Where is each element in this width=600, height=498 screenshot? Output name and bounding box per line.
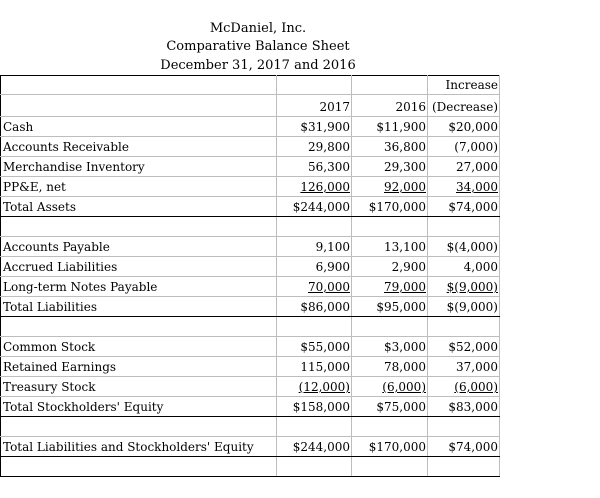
- header-row: [1, 76, 500, 95]
- value-2016: $3,000: [352, 337, 428, 357]
- value-2016: $95,000: [352, 297, 428, 317]
- underlined-value: 92,000: [384, 180, 426, 194]
- value-change: 4,000: [428, 257, 500, 277]
- value-2016: $170,000: [352, 197, 428, 217]
- spacer-cell: [352, 317, 428, 337]
- spacer-cell: [277, 317, 352, 337]
- grand-total-row: [1, 437, 500, 457]
- statement-date: December 31, 2017 and 2016: [160, 58, 356, 73]
- header-row: [1, 95, 500, 117]
- value-2016: $11,900: [352, 117, 428, 137]
- value-2017: $86,000: [277, 297, 352, 317]
- spacer-cell: [1, 457, 277, 477]
- spacer-cell: [1, 417, 277, 437]
- total-row: [1, 297, 500, 317]
- value-2017: $244,000: [277, 197, 352, 217]
- value-2016: $170,000: [352, 437, 428, 457]
- value-2017: 6,900: [277, 257, 352, 277]
- total-row: [1, 197, 500, 217]
- row-label: Cash: [1, 117, 277, 137]
- underlined-value: $(9,000): [446, 280, 498, 294]
- spacer-cell: [428, 317, 500, 337]
- row-label: Common Stock: [1, 337, 277, 357]
- value-2016: $75,000: [352, 397, 428, 417]
- underlined-value: 70,000: [308, 280, 350, 294]
- header-blank: [1, 95, 277, 117]
- company-name: McDaniel, Inc.: [209, 21, 307, 36]
- header-decrease: (Decrease): [428, 95, 500, 117]
- row-label: Long-term Notes Payable: [1, 277, 277, 297]
- spacer-cell: [352, 417, 428, 437]
- value-2017: [277, 177, 352, 197]
- table-row: [1, 377, 500, 397]
- row-label: Total Stockholders' Equity: [1, 397, 277, 417]
- value-2016: [352, 177, 428, 197]
- value-2016: 2,900: [352, 257, 428, 277]
- balance-sheet-table: [0, 75, 500, 477]
- value-change: $74,000: [428, 437, 500, 457]
- spacer-cell: [277, 457, 352, 477]
- value-2016: 13,100: [352, 237, 428, 257]
- table-row: [1, 257, 500, 277]
- row-label: PP&E, net: [1, 177, 277, 197]
- spacer-cell: [1, 217, 277, 237]
- underlined-value: (12,000): [298, 380, 350, 394]
- spacer-cell: [428, 457, 500, 477]
- spacer-row: [1, 317, 500, 337]
- header-blank: [352, 76, 428, 95]
- value-change: $20,000: [428, 117, 500, 137]
- header-2017: 2017: [277, 95, 352, 117]
- table-row: [1, 237, 500, 257]
- spacer-cell: [1, 317, 277, 337]
- value-change: [428, 177, 500, 197]
- underlined-value: 34,000: [456, 180, 498, 194]
- underlined-value: 126,000: [300, 180, 350, 194]
- value-2017: $31,900: [277, 117, 352, 137]
- header-2016: 2016: [352, 95, 428, 117]
- spacer-cell: [352, 457, 428, 477]
- row-label: Merchandise Inventory: [1, 157, 277, 177]
- table-row: [1, 337, 500, 357]
- table-row: [1, 157, 500, 177]
- value-change: $52,000: [428, 337, 500, 357]
- value-change: 27,000: [428, 157, 500, 177]
- value-change: $83,000: [428, 397, 500, 417]
- spacer-row: [1, 217, 500, 237]
- value-2016: 36,800: [352, 137, 428, 157]
- underlined-value: 79,000: [384, 280, 426, 294]
- spacer-cell: [277, 217, 352, 237]
- value-2017: 29,800: [277, 137, 352, 157]
- value-2016: [352, 377, 428, 397]
- value-change: [428, 277, 500, 297]
- row-label: Accounts Receivable: [1, 137, 277, 157]
- row-label: Retained Earnings: [1, 357, 277, 377]
- value-2017: 9,100: [277, 237, 352, 257]
- value-2016: [352, 277, 428, 297]
- header-blank: [1, 76, 277, 95]
- header-increase: Increase: [428, 76, 500, 95]
- spacer-cell: [428, 417, 500, 437]
- value-change: $(4,000): [428, 237, 500, 257]
- statement-title: Comparative Balance Sheet: [166, 39, 350, 54]
- row-label: Total Liabilities: [1, 297, 277, 317]
- value-2017: 56,300: [277, 157, 352, 177]
- underlined-value: (6,000): [454, 380, 498, 394]
- value-2017: [277, 277, 352, 297]
- table-row: [1, 117, 500, 137]
- table-row: [1, 277, 500, 297]
- value-2017: 115,000: [277, 357, 352, 377]
- value-change: $74,000: [428, 197, 500, 217]
- underlined-value: (6,000): [382, 380, 426, 394]
- value-2017: $158,000: [277, 397, 352, 417]
- header-blank: [277, 76, 352, 95]
- value-change: (7,000): [428, 137, 500, 157]
- table-row: [1, 177, 500, 197]
- value-2017: $55,000: [277, 337, 352, 357]
- row-label: Treasury Stock: [1, 377, 277, 397]
- total-row: [1, 397, 500, 417]
- value-change: [428, 377, 500, 397]
- value-change: 37,000: [428, 357, 500, 377]
- row-label: Accounts Payable: [1, 237, 277, 257]
- value-change: $(9,000): [428, 297, 500, 317]
- value-2016: 78,000: [352, 357, 428, 377]
- table-row: [1, 357, 500, 377]
- spacer-row: [1, 457, 500, 477]
- spacer-cell: [428, 217, 500, 237]
- table-row: [1, 137, 500, 157]
- spacer-cell: [277, 417, 352, 437]
- row-label: Total Assets: [1, 197, 277, 217]
- value-2017: [277, 377, 352, 397]
- row-label: Accrued Liabilities: [1, 257, 277, 277]
- spacer-row: [1, 417, 500, 437]
- spacer-cell: [352, 217, 428, 237]
- value-2016: 29,300: [352, 157, 428, 177]
- row-label: Total Liabilities and Stockholders' Equity: [1, 437, 277, 457]
- value-2017: $244,000: [277, 437, 352, 457]
